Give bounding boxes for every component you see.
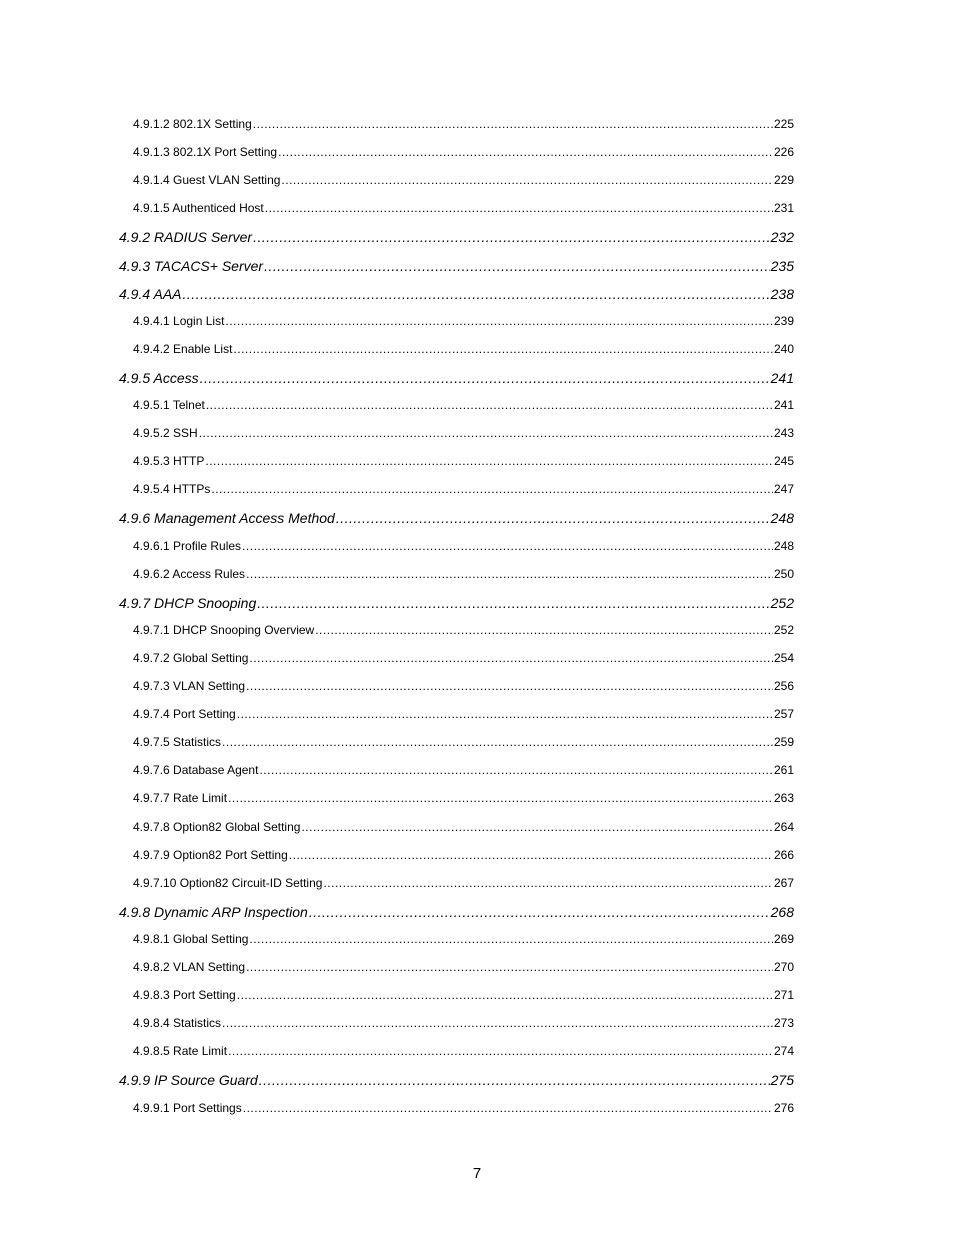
toc-dot-leader (237, 707, 773, 721)
toc-subsection-entry[interactable] (133, 848, 794, 862)
toc-entry-title: 4.9.7.3 VLAN Setting (133, 679, 246, 693)
toc-subsection-entry[interactable] (133, 314, 794, 328)
toc-entry-title: 4.9.1.3 802.1X Port Setting (133, 145, 278, 160)
toc-entry-title: 4.9.4 AAA (119, 285, 182, 302)
toc-entry-title: 4.9.7.10 Option82 Circuit-ID Setting (133, 875, 323, 890)
toc-entry-page: 245 (773, 454, 794, 469)
toc-entry-page: 271 (773, 988, 794, 1003)
toc-entry-title: 4.9.6.2 Access Rules (133, 566, 246, 581)
toc-entry-title: 4.9.9.1 Port Settings (133, 1100, 242, 1115)
toc-entry-page: 252 (773, 622, 794, 637)
toc-entry-page: 268 (770, 903, 794, 920)
toc-subsection-entry[interactable] (133, 960, 794, 974)
toc-subsection-entry[interactable] (133, 791, 794, 805)
toc-dot-leader (249, 932, 773, 946)
toc-section-entry[interactable] (119, 258, 794, 274)
toc-entry-page: 270 (773, 960, 794, 974)
toc-subsection-entry[interactable] (133, 342, 794, 356)
toc-entry-page: 259 (773, 735, 794, 750)
toc-entry-title: 4.9.5.2 SSH (133, 426, 198, 441)
toc-dot-leader (249, 651, 773, 665)
toc-dot-leader (199, 426, 773, 440)
toc-subsection-entry[interactable] (133, 117, 794, 131)
toc-entry-title: 4.9.1.4 Guest VLAN Setting (133, 173, 281, 188)
toc-entry-page: 247 (773, 482, 794, 497)
toc-subsection-entry[interactable] (133, 820, 794, 834)
toc-subsection-entry[interactable] (133, 398, 794, 412)
toc-entry-title: 4.9.7.6 Database Agent (133, 763, 259, 778)
toc-entry-title: 4.9.3 TACACS+ Server (119, 257, 264, 274)
toc-dot-leader (309, 904, 770, 920)
toc-entry-page: 275 (770, 1072, 794, 1089)
toc-dot-leader (264, 258, 770, 274)
toc-entry-page: 241 (773, 398, 794, 412)
toc-dot-leader (222, 735, 773, 749)
toc-entry-page: 266 (773, 847, 794, 862)
toc-dot-leader (206, 398, 773, 412)
toc-entry-title: 4.9.8.2 VLAN Setting (133, 960, 246, 974)
toc-section-entry[interactable] (119, 370, 794, 386)
toc-dot-leader (228, 1044, 773, 1058)
toc-subsection-entry[interactable] (133, 932, 794, 946)
toc-entry-page: 261 (773, 763, 794, 778)
toc-subsection-entry[interactable] (133, 651, 794, 665)
toc-entry-page: 263 (773, 791, 794, 806)
toc-dot-leader (289, 848, 773, 862)
toc-entry-page: 235 (770, 257, 794, 274)
toc-entry-title: 4.9.7.4 Port Setting (133, 707, 236, 722)
toc-entry-title: 4.9.7.2 Global Setting (133, 650, 249, 665)
toc-subsection-entry[interactable] (133, 539, 794, 553)
toc-entry-title: 4.9.8 Dynamic ARP Inspection (119, 903, 308, 920)
toc-entry-title: 4.9.8.5 Rate Limit (133, 1044, 228, 1059)
toc-dot-leader (315, 623, 773, 637)
toc-entry-page: 254 (773, 650, 794, 665)
toc-entry-title: 4.9.7.8 Option82 Global Setting (133, 819, 301, 834)
toc-entry-page: 238 (770, 285, 794, 302)
toc-entry-page: 239 (773, 313, 794, 328)
toc-entry-page: 274 (773, 1044, 794, 1059)
toc-dot-leader (205, 454, 773, 468)
toc-entry-page: 225 (773, 117, 794, 131)
toc-subsection-entry[interactable] (133, 1016, 794, 1030)
toc-dot-leader (225, 314, 773, 328)
toc-entry-title: 4.9.1.5 Authenticed Host (133, 201, 264, 216)
toc-dot-leader (259, 1072, 770, 1088)
toc-entry-title: 4.9.1.2 802.1X Setting (133, 117, 252, 131)
toc-section-entry[interactable] (119, 510, 794, 526)
toc-section-entry[interactable] (119, 1072, 794, 1088)
toc-subsection-entry[interactable] (133, 988, 794, 1002)
toc-entry-page: 267 (773, 875, 794, 890)
toc-entry-page: 231 (773, 201, 794, 216)
toc-subsection-entry[interactable] (133, 173, 794, 187)
toc-dot-leader (200, 370, 770, 386)
toc-entry-page: 276 (773, 1100, 794, 1115)
toc-section-entry[interactable] (119, 904, 794, 920)
toc-entry-title: 4.9.6.1 Profile Rules (133, 538, 242, 553)
toc-dot-leader (246, 960, 773, 974)
toc-subsection-entry[interactable] (133, 763, 794, 777)
toc-entry-page: 269 (773, 931, 794, 946)
toc-dot-leader (183, 286, 770, 302)
toc-entry-title: 4.9.7.7 Rate Limit (133, 791, 228, 806)
toc-dot-leader (281, 173, 773, 187)
toc-entry-title: 4.9.5.4 HTTPs (133, 482, 211, 497)
toc-entry-page: 248 (773, 538, 794, 553)
toc-entry-page: 252 (770, 594, 794, 611)
toc-dot-leader (301, 820, 773, 834)
toc-entry-page: 264 (773, 819, 794, 834)
toc-entry-title: 4.9.8.3 Port Setting (133, 988, 236, 1003)
toc-dot-leader (211, 482, 773, 496)
toc-entry-page: 240 (773, 341, 794, 356)
toc-entry-page: 243 (773, 426, 794, 441)
toc-entry-title: 4.9.4.1 Login List (133, 313, 225, 328)
toc-subsection-entry[interactable] (133, 201, 794, 215)
toc-dot-leader (246, 679, 773, 693)
toc-dot-leader (233, 342, 773, 356)
toc-entry-page: 250 (773, 566, 794, 581)
toc-entry-page: 248 (770, 510, 794, 527)
toc-subsection-entry[interactable] (133, 567, 794, 581)
toc-dot-leader (257, 595, 769, 611)
toc-section-entry[interactable] (119, 286, 794, 302)
toc-dot-leader (253, 229, 770, 245)
toc-dot-leader (243, 1101, 773, 1115)
toc-subsection-entry[interactable] (133, 707, 794, 721)
toc-subsection-entry[interactable] (133, 876, 794, 890)
toc-subsection-entry[interactable] (133, 735, 794, 749)
toc-entry-title: 4.9.7.9 Option82 Port Setting (133, 847, 288, 862)
toc-subsection-entry[interactable] (133, 482, 794, 496)
toc-dot-leader (253, 117, 773, 131)
toc-dot-leader (259, 763, 773, 777)
toc-entry-title: 4.9.7.5 Statistics (133, 735, 222, 750)
toc-entry-page: 256 (773, 679, 794, 693)
toc-dot-leader (265, 201, 773, 215)
toc-dot-leader (242, 539, 773, 553)
toc-dot-leader (246, 567, 773, 581)
toc-entry-page: 229 (773, 173, 794, 188)
toc-entry-title: 4.9.5.3 HTTP (133, 454, 205, 469)
toc-entry-title: 4.9.7 DHCP Snooping (119, 594, 257, 611)
toc-dot-leader (237, 988, 773, 1002)
toc-entry-title: 4.9.5.1 Telnet (133, 398, 205, 412)
toc-section-entry[interactable] (119, 229, 794, 245)
toc-entry-title: 4.9.9 IP Source Guard (119, 1072, 258, 1089)
toc-dot-leader (228, 791, 773, 805)
toc-dot-leader (323, 876, 773, 890)
toc-entry-title: 4.9.5 Access (119, 369, 199, 386)
toc-subsection-entry[interactable] (133, 623, 794, 637)
toc-entry-title: 4.9.6 Management Access Method (119, 510, 335, 527)
toc-section-entry[interactable] (119, 595, 794, 611)
toc-entry-title: 4.9.4.2 Enable List (133, 341, 233, 356)
toc-subsection-entry[interactable] (133, 145, 794, 159)
toc-entry-page: 257 (773, 707, 794, 722)
toc-subsection-entry[interactable] (133, 454, 794, 468)
toc-dot-leader (222, 1016, 773, 1030)
toc-entry-title: 4.9.7.1 DHCP Snooping Overview (133, 622, 315, 637)
toc-entry-title: 4.9.8.4 Statistics (133, 1016, 222, 1031)
toc-subsection-entry[interactable] (133, 1044, 794, 1058)
toc-entry-page: 273 (773, 1016, 794, 1031)
toc-subsection-entry[interactable] (133, 1101, 794, 1115)
toc-entry-title: 4.9.2 RADIUS Server (119, 229, 253, 246)
toc-subsection-entry[interactable] (133, 679, 794, 693)
toc-entry-page: 241 (770, 369, 794, 386)
toc-subsection-entry[interactable] (133, 426, 794, 440)
toc-dot-leader (278, 145, 773, 159)
toc-dot-leader (336, 510, 770, 526)
toc-entry-title: 4.9.8.1 Global Setting (133, 931, 249, 946)
toc-entry-page: 226 (773, 145, 794, 160)
page-number: 7 (472, 1165, 482, 1182)
toc-entry-page: 232 (770, 229, 794, 246)
